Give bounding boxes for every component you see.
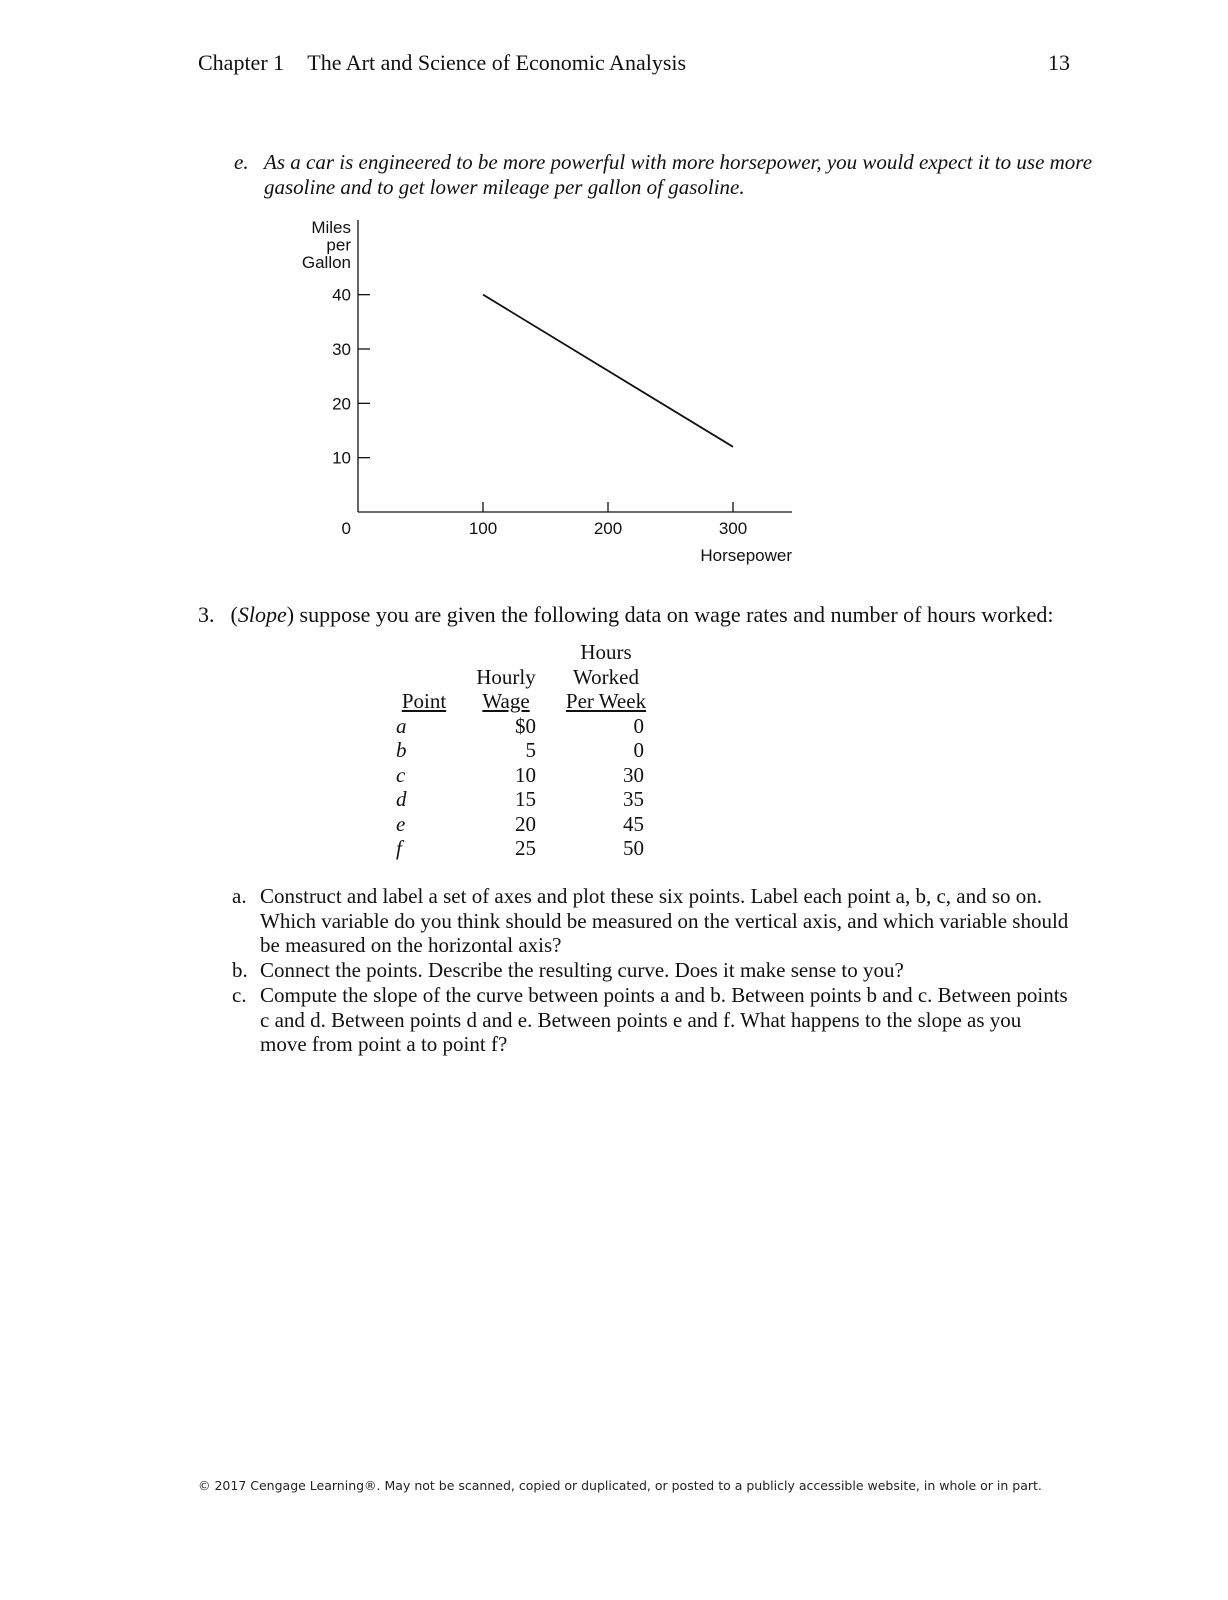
table-row-wage: 5: [525, 738, 536, 762]
y-tick-label: 10: [332, 448, 351, 468]
origin-label: 0: [341, 519, 351, 538]
subquestion-b-label: b.: [232, 958, 248, 982]
copyright-footer: © 2017 Cengage Learning®. May not be scanned, copied or duplicated, or posted to a publicly accessible website, in whole or in part.: [198, 1478, 1042, 1493]
subquestion-b: [232, 958, 1072, 983]
table-row-hours: 0: [633, 738, 644, 762]
header-hours-3: Per Week: [565, 689, 647, 713]
chapter-label: Chapter 1: [198, 50, 285, 75]
table-row-point: f: [396, 836, 402, 860]
question-3: [198, 602, 1053, 628]
question-3-topic: Slope: [237, 602, 287, 627]
item-e: [234, 150, 1094, 200]
chapter-title: The Art and Science of Economic Analysis: [307, 50, 687, 75]
subquestion-a: [232, 884, 1072, 958]
y-tick-label: 20: [332, 394, 351, 414]
table-row-wage: 25: [515, 836, 536, 860]
header-wage-2: Wage: [482, 689, 530, 713]
table-row-hours: 30: [623, 762, 644, 787]
page-number: 13: [1048, 50, 1070, 75]
y-axis-label-line: per: [326, 235, 351, 255]
table-row-wage: 15: [515, 787, 536, 811]
subquestion-b-text: Connect the points. Describe the resulting curve. Does it make sense to you?: [260, 958, 904, 982]
table-row-point: b: [396, 738, 407, 762]
item-e-label: e.: [234, 150, 249, 174]
y-tick-label: 40: [332, 285, 351, 305]
x-tick-label: 300: [718, 519, 748, 538]
subquestion-c-label: c.: [232, 983, 247, 1007]
x-tick-label: 200: [593, 519, 623, 538]
header-hours-1: Hours: [580, 640, 632, 664]
x-axis-label: Horsepower: [700, 546, 792, 565]
y-axis-label-line: Gallon: [301, 253, 351, 272]
table-row-hours: 35: [623, 787, 644, 811]
wage-column: [470, 665, 542, 861]
table-row-hours: 50: [623, 836, 644, 860]
table-row-hours: 45: [623, 811, 644, 836]
table-row-wage: 20: [515, 811, 536, 836]
question-3-text: ) suppose you are given the following data on wage rates and number of hours worked:: [286, 602, 1054, 627]
table-row-hours: 0: [633, 713, 644, 738]
header-wage-1: Hourly: [476, 664, 536, 689]
table-row-point: e: [396, 811, 406, 836]
table-row-point: d: [396, 787, 407, 811]
item-e-text: As a car is engineered to be more powerful with more horsepower, you would expect it to use more gasoline and to get lower mileage per gallon of gasoline.: [264, 150, 1093, 199]
question-3-number: 3.: [198, 602, 215, 627]
table-row-wage: $0: [515, 713, 536, 738]
subquestion-c-text: Compute the slope of the curve between points a and b. Between points b and c. Between points c and d. Between points d and e. Between points e and f. What happens to the slope as you move from point a to point f?: [260, 983, 1068, 1056]
running-header: [198, 50, 686, 76]
question-3-prefix: (: [230, 602, 238, 627]
hours-column: [560, 640, 652, 861]
table-row-wage: 10: [515, 762, 536, 787]
subquestion-a-label: a.: [232, 884, 247, 908]
subquestion-c: [232, 983, 1072, 1057]
y-axis-label-line: Miles: [311, 220, 351, 237]
mpg-line: [483, 295, 733, 447]
subquestion-a-text: Construct and label a set of axes and plot these six points. Label each point a, b, c, and so on. Which variable do you think should be measured on the vertical axis, and which variable should be measured on the horizontal axis?: [260, 884, 1069, 957]
mpg-horsepower-chart: [300, 220, 810, 570]
header-point: Point: [401, 689, 447, 713]
table-row-point: a: [396, 713, 407, 738]
y-tick-label: 30: [332, 340, 351, 359]
header-hours-2: Worked: [573, 664, 639, 689]
point-column: [396, 689, 452, 861]
table-row-point: c: [396, 762, 406, 787]
x-tick-label: 100: [468, 519, 498, 538]
